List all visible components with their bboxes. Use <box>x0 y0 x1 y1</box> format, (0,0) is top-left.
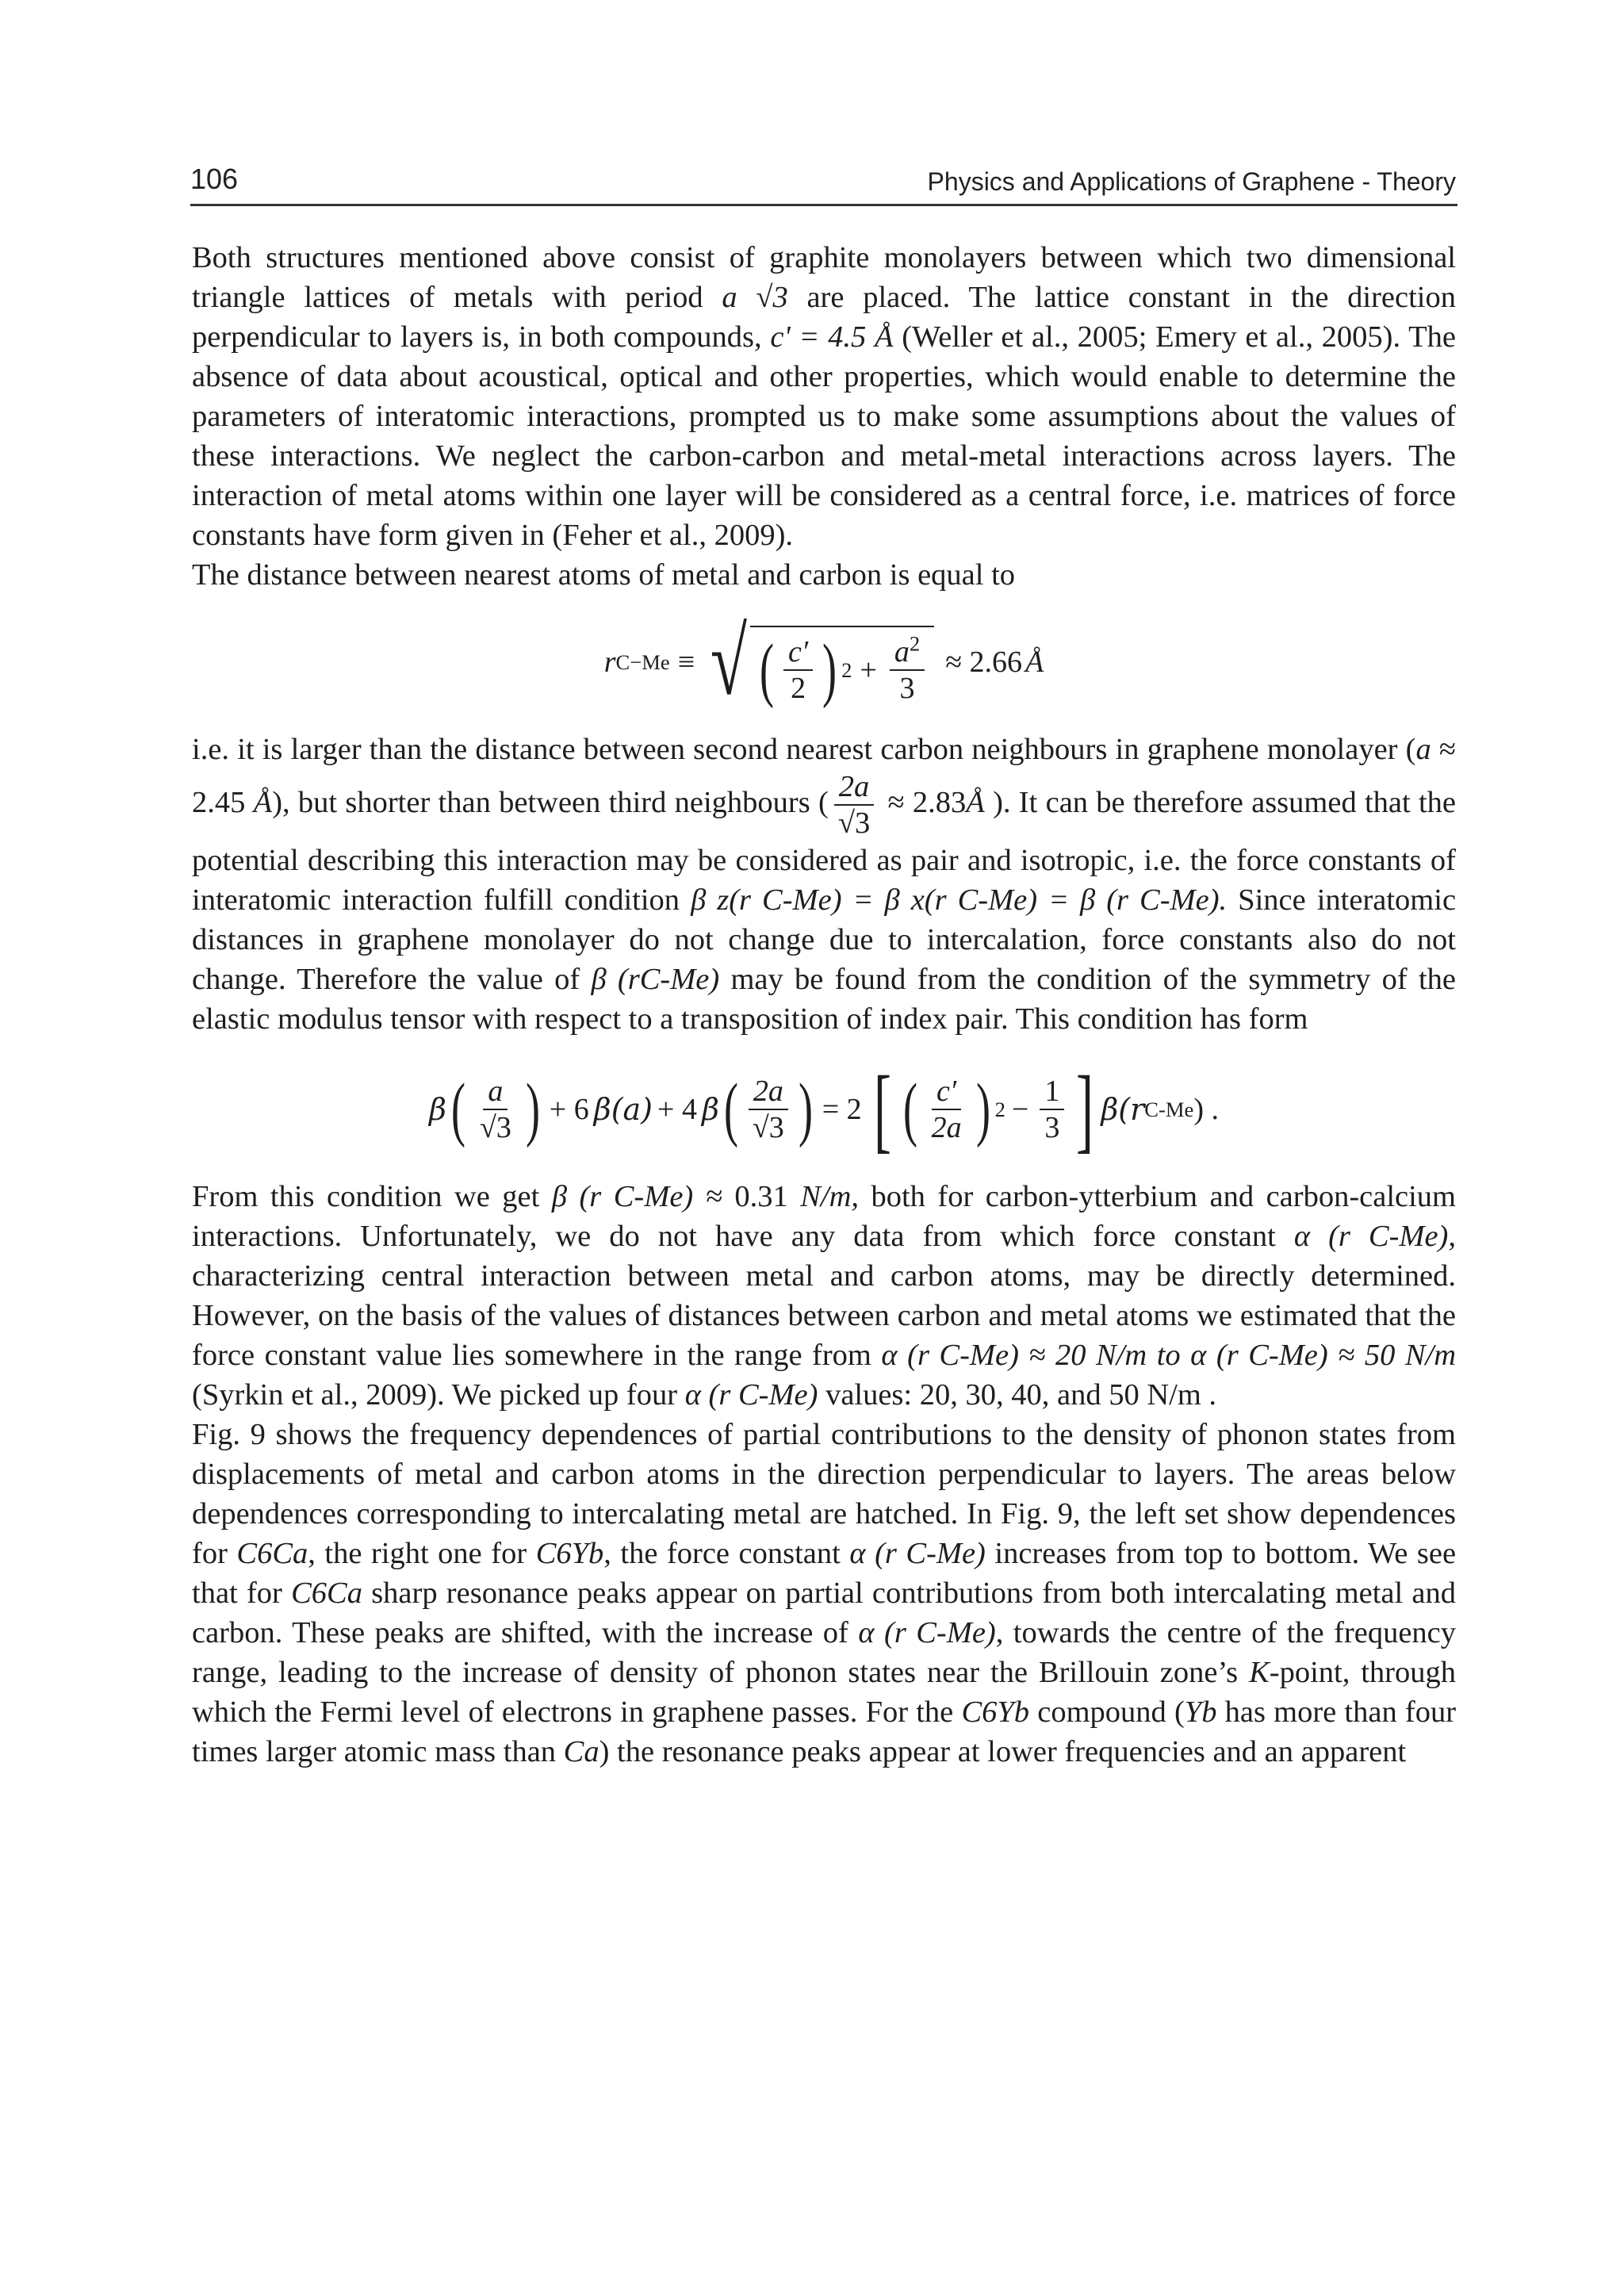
isotropy-condition: β z(r C-Me) = β x(r C-Me) = β (r C-Me). <box>691 883 1228 917</box>
page-header <box>190 163 1457 206</box>
third-neighbour-fraction: $\frac{2a}{√3}$ <box>833 769 875 841</box>
lattice-constant: c' = 4.5 Å <box>770 320 894 354</box>
equation-symmetry-condition: β ( $\frac{a}{√3}$ ) + 6 β(a) + 4 β ( $\frac{2a}{√3}$ ) = 2 [ ( $\frac{c'}{2a}$ ) 2 − $\frac{1}{3}$ ] β(r C-Me ) . <box>429 1056 1219 1162</box>
paragraph-5: Fig. 9 shows the frequency dependences of partial contributions to the density of phonon states from displacements of metal and carbon atoms in the direction perpendicular to layers. The areas below dependences corresponding to intercalating metal are hatched. In Fig. 9, the left set show dependences for C6Ca, the right one for C6Yb, the force constant α (r C-Me) increases from top to bottom. We see that for C6Ca sharp resonance peaks appear on partial contributions from both intercalating metal and carbon. These peaks are shifted, with the increase of α (r C-Me), towards the centre of the frequency range, leading to the increase of density of phonon states near the Brillouin zone’s K-point, through which the Fermi level of electrons in graphene passes. For the C6Yb compound (Yb has more than four times larger atomic mass than Ca) the resonance peaks appear at lower frequencies and an apparent <box>192 1418 1457 1768</box>
page-number: 106 <box>190 163 239 195</box>
paragraph-3: i.e. it is larger than the distance between second nearest carbon neighbours in graphene monolayer (a ≈ 2.45 Å), but shorter than between third neighbours ( $\frac{2a}{√3}$ ≈ 2.83Å ). It can be therefore assumed that the potential describing this interaction may be considered as pair and isotropic, i.e. the force constants of interatomic interaction fulfill condition β z(r C-Me) = β x(r C-Me) = β (r C-Me). Since interatomic distances in graphene monolayer do not change due to intercalation, force constants also do not change. Therefore the value of β (rC-Me) may be found from the condition of the symmetry of the elastic modulus tensor with respect to a transposition of index pair. This condition has form <box>192 733 1457 1036</box>
body-text <box>192 238 1456 1772</box>
period-expression: a √3 <box>722 281 788 314</box>
square-root: √ ( $\frac{c'}{2}$ ) 2 + $\frac{a^2}{3}$ <box>703 615 934 710</box>
paragraph-2: The distance between nearest atoms of metal and carbon is equal to <box>192 558 1016 592</box>
running-title: Physics and Applications of Graphene - Theory <box>927 167 1456 196</box>
paragraph-1: Both structures mentioned above consist of graphite monolayers between which two dimensional triangle lattices of metals with period a √3 are placed. The lattice constant in the direction perpendicular to layers is, in both compounds, c' = 4.5 Å (Weller et al., 2005; Emery et al., 2005). The absence of data about acoustical, optical and other properties, which would enable to determine the parameters of interatomic interactions, prompted us to make some assumptions about the values of these interactions. We neglect the carbon-carbon and metal-metal interactions across layers. The interaction of metal atoms within one layer will be considered as a central force, i.e. matrices of force constants have form given in (Feher et al., 2009). <box>192 241 1456 552</box>
equation-distance: r C−Me ≡ √ ( $\frac{c'}{2}$ ) 2 + $\frac{a^2}{3}$ ≈ 2.66 Å <box>603 609 1044 715</box>
paragraph-4: From this condition we get β (r C-Me) ≈ 0.31 N/m, both for carbon-ytterbium and carbon-calcium interactions. Unfortunately, we do not have any data from which force constant α (r C-Me), characterizing central interaction between metal and carbon atoms, may be directly determined. However, on the basis of the values of distances between carbon and metal atoms we estimated that the force constant value lies somewhere in the range from α (r C-Me) ≈ 20 N/m to α (r C-Me) ≈ 50 N/m (Syrkin et al., 2009). We picked up four α (r C-Me) values: 20, 30, 40, and 50 N/m . <box>192 1180 1457 1412</box>
